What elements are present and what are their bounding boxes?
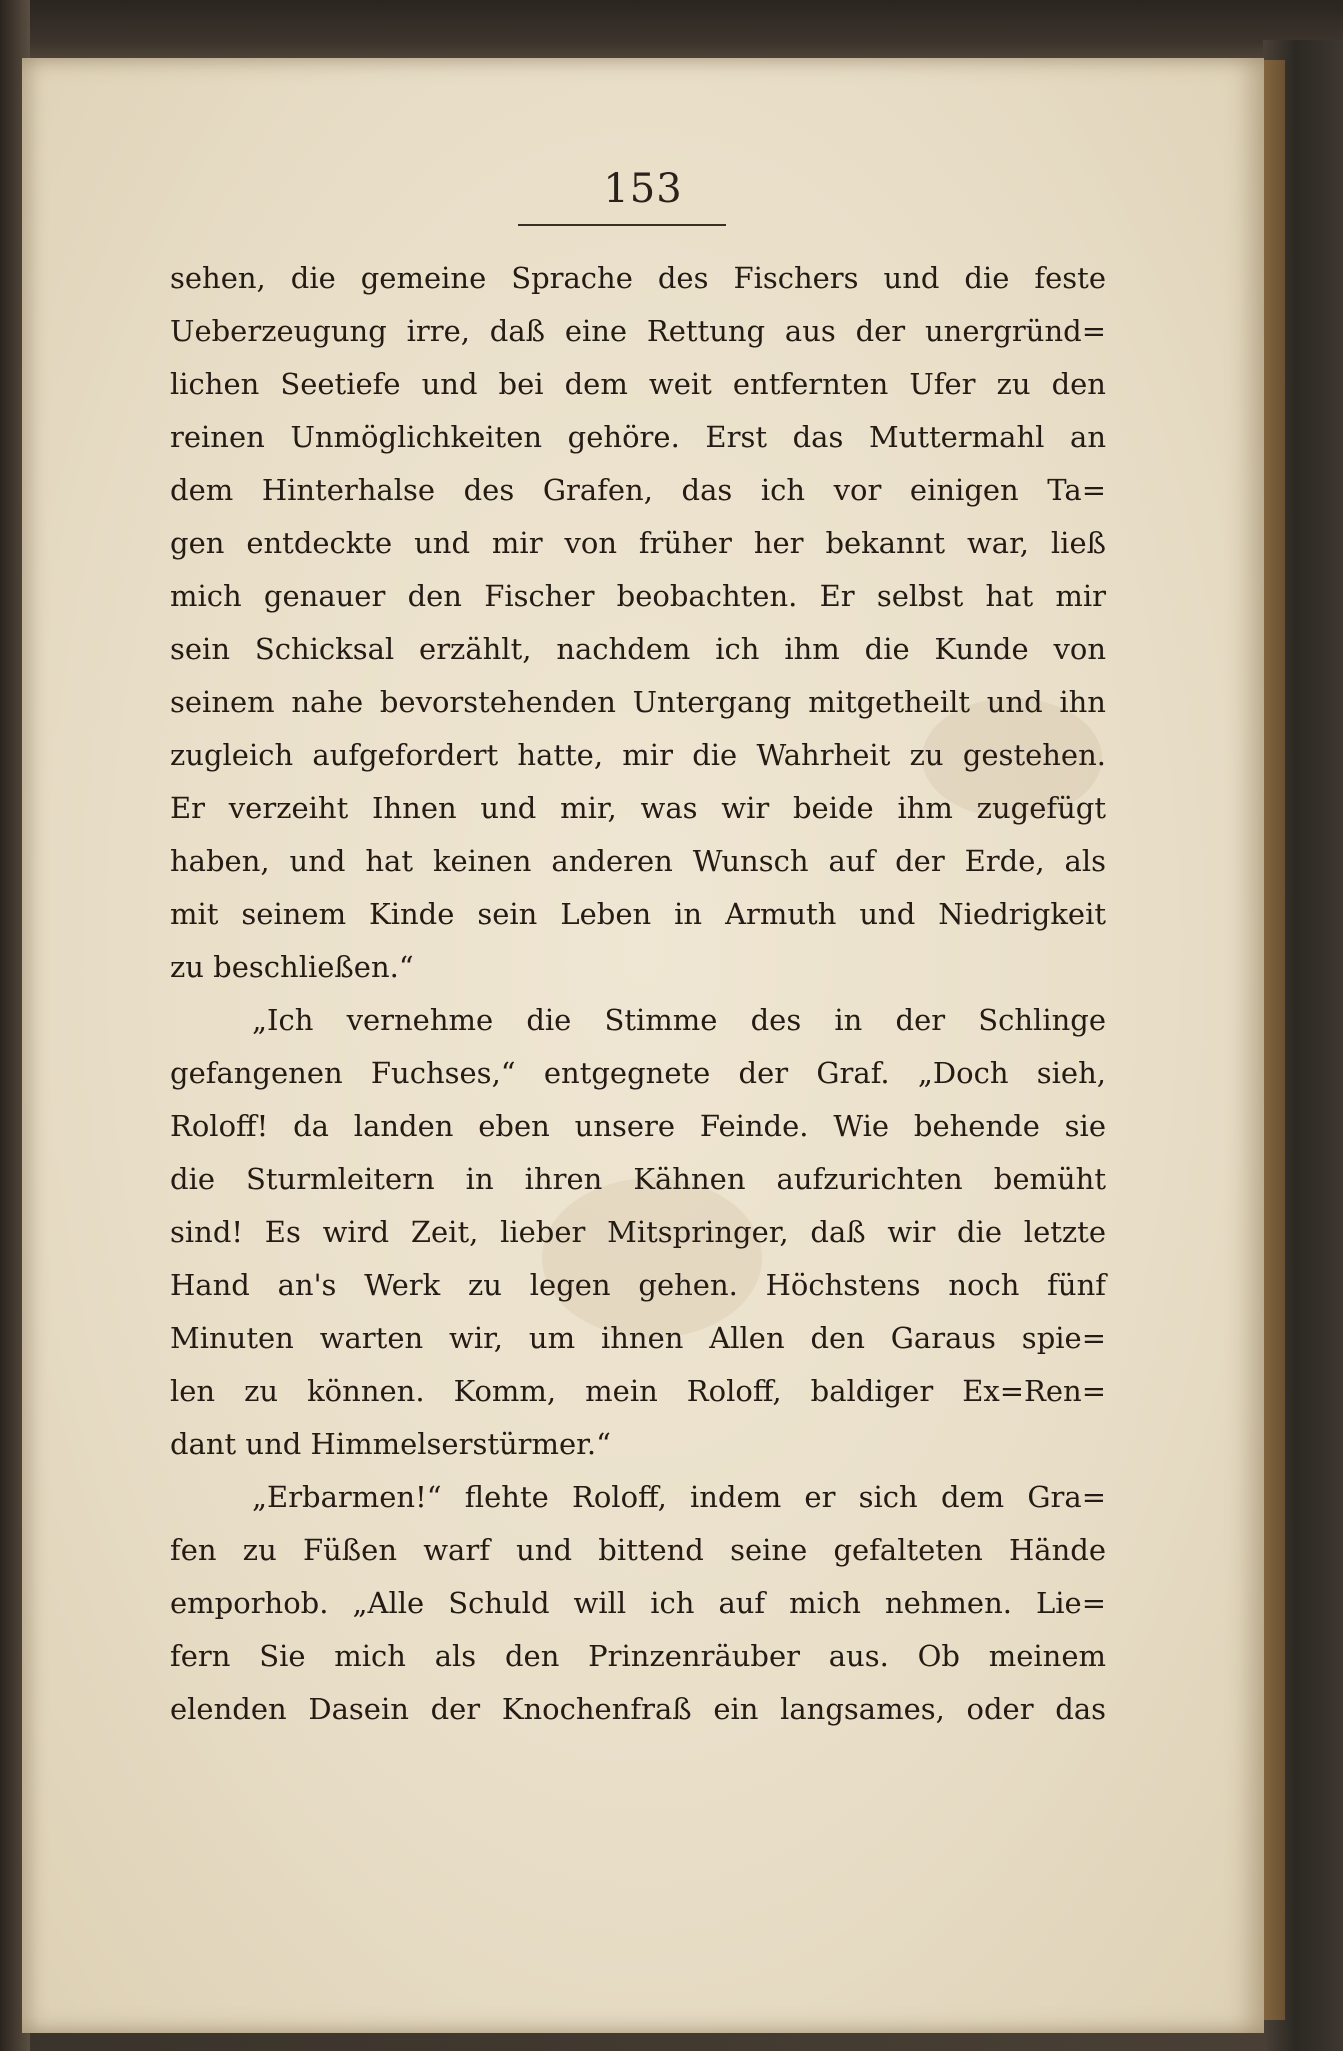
text-line: Minuten warten wir, um ihnen Allen den Garaus spie= — [170, 1321, 1106, 1355]
text-line: seinem nahe bevorstehenden Untergang mitgetheilt und ihn — [170, 685, 1106, 719]
text-line: fen zu Füßen warf und bittend seine gefalteten Hände — [170, 1533, 1106, 1567]
text-line: „Ich vernehme die Stimme des in der Schlinge — [252, 1003, 1106, 1037]
text-line: mit seinem Kinde sein Leben in Armuth und Niedrigkeit — [170, 897, 1106, 931]
text-line: sehen, die gemeine Sprache des Fischers und die feste — [170, 261, 1106, 295]
text-line: Ueberzeugung irre, daß eine Rettung aus der unergründ= — [170, 314, 1106, 348]
text-line: dem Hinterhalse des Grafen, das ich vor einigen Ta= — [170, 473, 1106, 507]
text-line: reinen Unmöglichkeiten gehöre. Erst das Muttermahl an — [170, 420, 1106, 454]
page-number: 153 — [603, 166, 683, 212]
text-line: gen entdeckte und mir von früher her bekannt war, ließ — [170, 526, 1106, 560]
text-line: Er verzeiht Ihnen und mir, was wir beide ihm zugefügt — [170, 791, 1106, 825]
text-line: sein Schicksal erzählt, nachdem ich ihm die Kunde von — [170, 632, 1106, 666]
text-line: gefangenen Fuchses,“ entgegnete der Graf. „Doch sieh, — [170, 1056, 1106, 1090]
text-line: dant und Himmelserstürmer.“ — [170, 1427, 611, 1461]
text-line: zu beschließen.“ — [170, 950, 414, 984]
text-line: sind! Es wird Zeit, lieber Mitspringer, daß wir die letzte — [170, 1215, 1106, 1249]
book-page — [22, 58, 1264, 2033]
text-line: emporhob. „Alle Schuld will ich auf mich nehmen. Lie= — [170, 1586, 1106, 1620]
text-line: lichen Seetiefe und bei dem weit entfernten Ufer zu den — [170, 367, 1106, 401]
text-line: Roloff! da landen eben unsere Feinde. Wie behende sie — [170, 1109, 1106, 1143]
body-text — [170, 252, 1106, 1736]
text-line: zugleich aufgefordert hatte, mir die Wahrheit zu gestehen. — [170, 738, 1106, 772]
cover-board-edge — [1263, 60, 1285, 2020]
text-line: haben, und hat keinen anderen Wunsch auf der Erde, als — [170, 844, 1106, 878]
text-line: „Erbarmen!“ flehte Roloff, indem er sich dem Gra= — [252, 1480, 1106, 1514]
page-number-rule — [518, 224, 726, 226]
text-line: die Sturmleitern in ihren Kähnen aufzurichten bemüht — [170, 1162, 1106, 1196]
text-line: len zu können. Komm, mein Roloff, baldiger Ex=Ren= — [170, 1374, 1106, 1408]
text-line: fern Sie mich als den Prinzenräuber aus. Ob meinem — [170, 1639, 1106, 1673]
text-line: mich genauer den Fischer beobachten. Er selbst hat mir — [170, 579, 1106, 613]
text-line: elenden Dasein der Knochenfraß ein langsames, oder das — [170, 1692, 1106, 1726]
text-line: Hand an's Werk zu legen gehen. Höchstens noch fünf — [170, 1268, 1106, 1302]
